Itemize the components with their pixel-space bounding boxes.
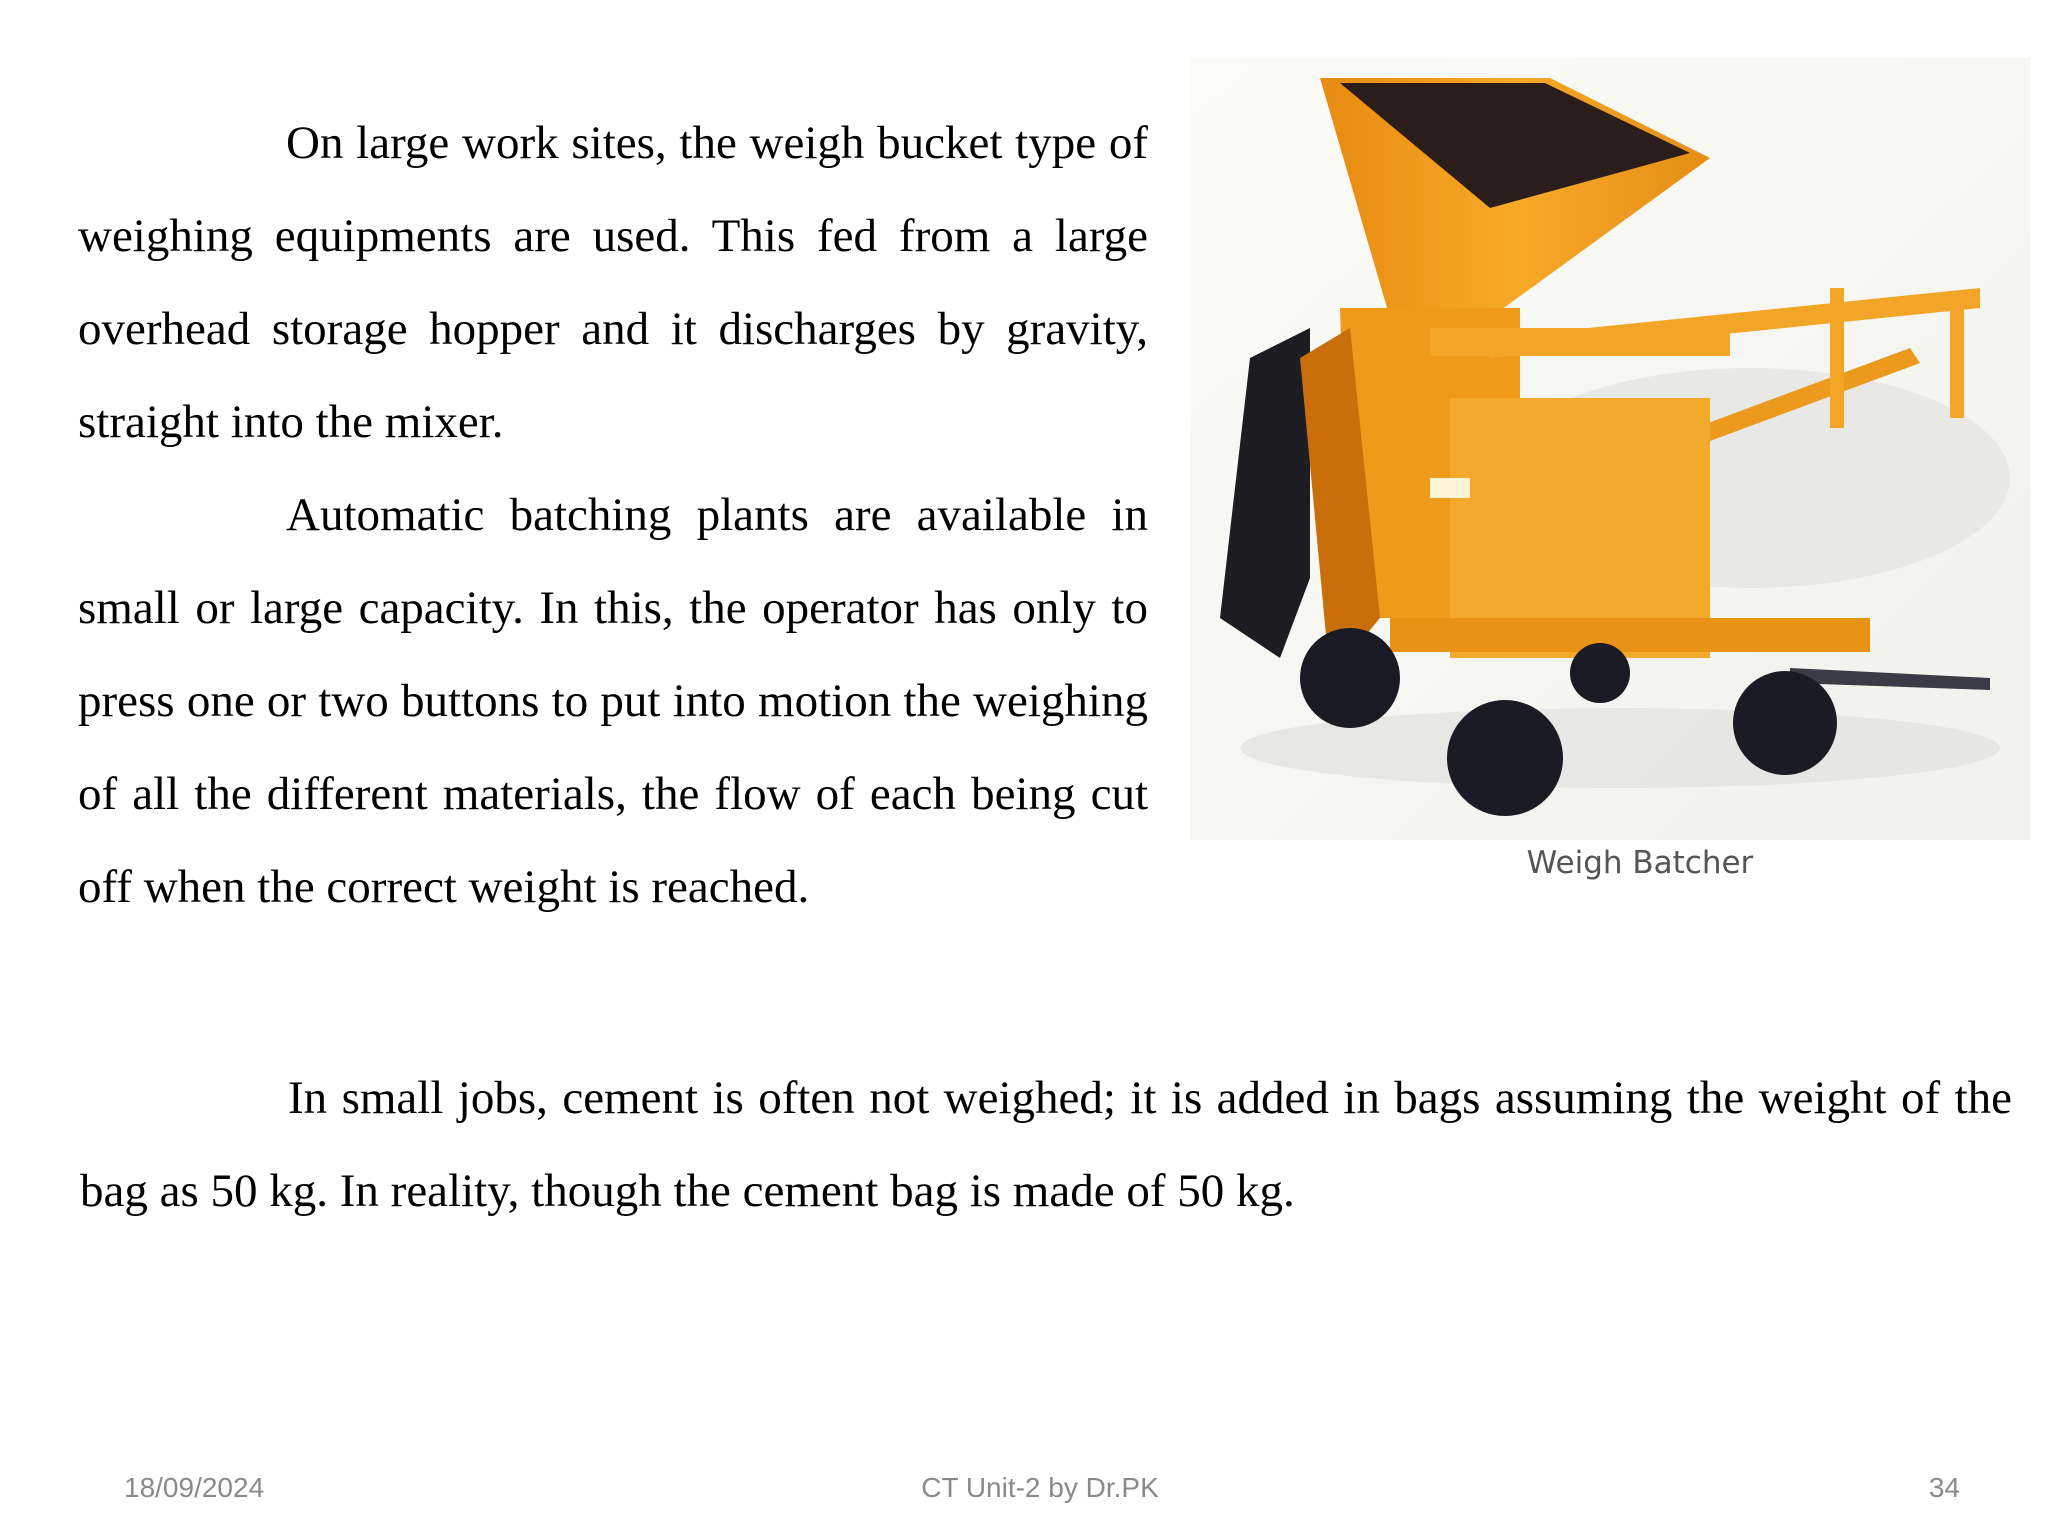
post-2 — [1950, 298, 1964, 418]
footer-date: 18/09/2024 — [124, 1472, 265, 1503]
wheel-back-right — [1570, 643, 1630, 703]
footer-title: CT Unit-2 by Dr.PK — [921, 1472, 1159, 1503]
wheel-front-right — [1733, 671, 1837, 775]
page-number: 34 — [1928, 1472, 1960, 1503]
figure-caption: Weigh Batcher — [1526, 845, 1754, 881]
paragraph-weigh-bucket — [78, 97, 1148, 934]
paragraph-1-text: On large work sites, the weigh bucket type of weighing equipments are used. This fed from a large overhead storage hopper and it discharges by gravity, straight into the mixer. — [78, 117, 1148, 448]
wheel-front-left — [1447, 700, 1563, 816]
paragraph-cement-bags — [80, 1052, 2012, 1238]
paragraph-2-text: Automatic batching plants are available in small or large capacity. In this, the operator has only to press one or two buttons to put into motion the weighing of all the different materials, the flow of each being cut off when the correct weight is reached. — [78, 489, 1148, 913]
wheel-back-left — [1300, 628, 1400, 728]
label-plate — [1430, 478, 1470, 498]
chassis — [1390, 618, 1870, 652]
paragraph-3-text: In small jobs, cement is often not weighed; it is added in bags assuming the weight of the bag as 50 kg. In reality, though the cement bag is made of 50 kg. — [80, 1072, 2012, 1217]
post-1 — [1830, 288, 1844, 428]
weigh-batcher-photo — [1190, 58, 2030, 840]
